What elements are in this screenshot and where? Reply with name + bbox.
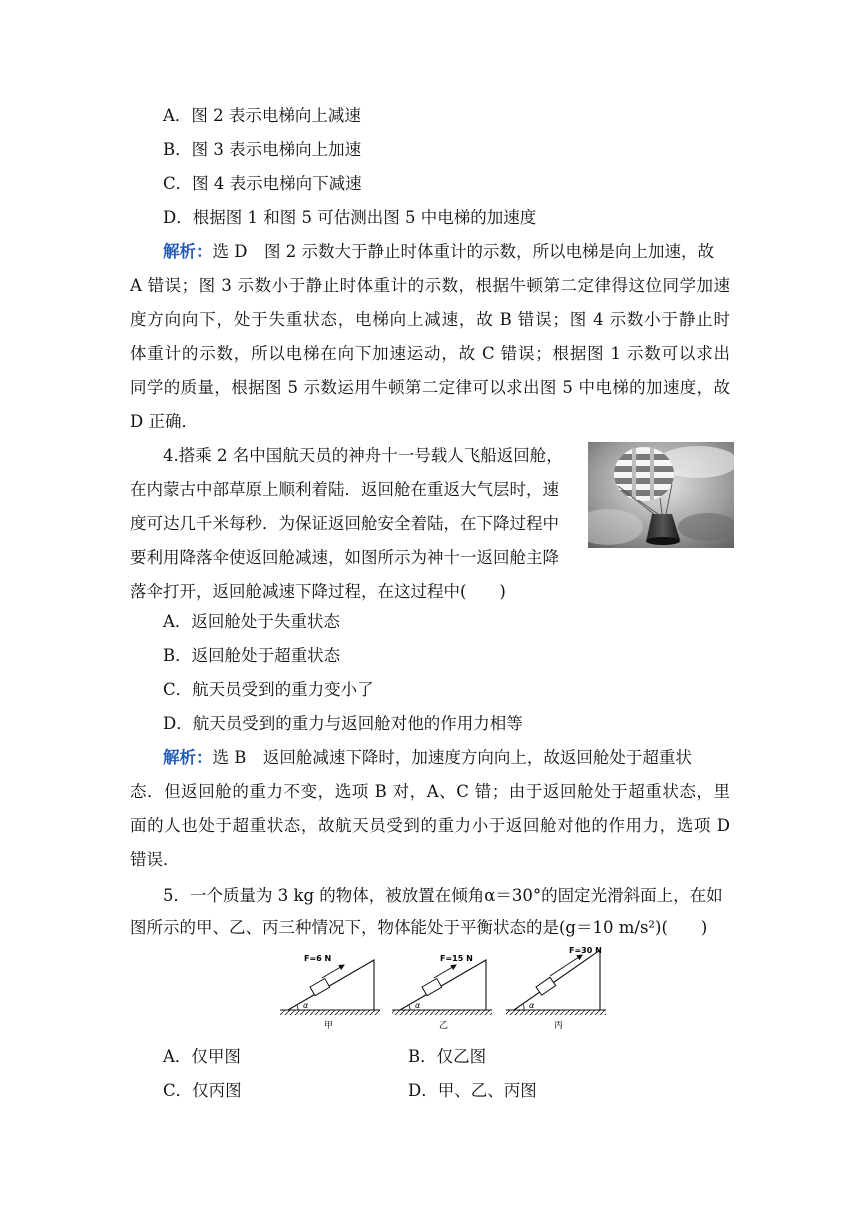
q4-analysis-line-1: 解析：选 B 返回舱减速下降时，加速度方向向上，故返回舱处于超重状 [163,748,692,767]
q4-stem-line-5: 落伞打开，返回舱减速下降过程，在这过程中( ) [130,582,506,601]
q4-analysis-line-3: 面的人也处于超重状态，故航天员受到的重力小于返回舱对他的作用力，选项 D [130,816,730,835]
q4-option-a: A．返回舱处于失重状态 [163,612,340,631]
q4-stem-line-4: 要利用降落伞使返回舱减速，如图所示为神十一返回舱主降 [130,548,559,567]
q5-option-d: D．甲、乙、丙图 [408,1081,537,1100]
q5-option-c: C．仅丙图 [163,1081,242,1100]
figure-yi-angle-label: α [415,1001,421,1010]
q4-analysis-line-4: 错误． [130,850,180,869]
q3-analysis-label: 解析： [163,242,213,261]
figure-yi-force-label: F=15 N [440,954,473,963]
incline-figures [278,942,608,1032]
q3-option-a: A．图 2 表示电梯向上减速 [163,106,361,125]
q4-analysis-label: 解析： [163,748,213,767]
q3-analysis-line-4: 体重计的示数，所以电梯在向下加速运动，故 C 错误；根据图 1 示数可以求出 [130,344,730,363]
return-capsule-photo [588,442,734,548]
figure-jia-force-label: F=6 N [304,954,332,963]
figure-bing-angle-label: α [529,1001,535,1010]
q3-analysis-line-3: 度方向向下，处于失重状态，电梯向上减速，故 B 错误；图 4 示数小于静止时 [130,310,730,329]
q3-option-d: D．根据图 1 和图 5 可估测出图 5 中电梯的加速度 [163,208,537,227]
figure-yi [392,954,492,1031]
figure-bing [506,946,606,1031]
q4-stem-line-3: 度可达几千米每秒．为保证返回舱安全着陆，在下降过程中 [130,514,559,533]
q5-stem-line-1: 5．一个质量为 3 kg 的物体，被放置在倾角α＝30°的固定光滑斜面上，在如 [163,886,723,905]
q4-option-c: C．航天员受到的重力变小了 [163,680,374,699]
q5-option-b: B．仅乙图 [408,1047,487,1066]
q3-option-c: C．图 4 表示电梯向下减速 [163,174,362,193]
figure-bing-caption: 丙 [554,1021,564,1031]
figure-jia-angle-label: α [303,1001,309,1010]
q3-option-b: B．图 3 表示电梯向上加速 [163,140,362,159]
figure-jia-caption: 甲 [324,1021,334,1031]
figure-yi-caption: 乙 [439,1021,449,1031]
q3-analysis-line-2: A 错误；图 3 示数小于静止时体重计的示数，根据牛顿第二定律得这位同学加速 [130,276,730,295]
q4-stem-line-1: 4.搭乘 2 名中国航天员的神舟十一号载人飞船返回舱， [163,446,563,465]
q4-option-d: D．航天员受到的重力与返回舱对他的作用力相等 [163,714,523,733]
q4-stem-line-2: 在内蒙古中部草原上顺利着陆．返回舱在重返大气层时，速 [130,480,559,499]
q4-analysis-line-2: 态．但返回舱的重力不变，选项 B 对，A、C 错；由于返回舱处于超重状态，里 [130,782,730,801]
q4-option-b: B．返回舱处于超重状态 [163,646,341,665]
q3-analysis-line-1: 解析：选 D 图 2 示数大于静止时体重计的示数，所以电梯是向上加速，故 [163,242,714,261]
q5-stem-line-2: 图所示的甲、乙、丙三种情况下，物体能处于平衡状态的是(g＝10 m/s²)( ) [130,918,708,937]
figure-jia [280,954,380,1031]
figure-bing-force-label: F=30 N [569,946,602,955]
q3-analysis-line-5: 同学的质量，根据图 5 示数运用牛顿第二定律可以求出图 5 中电梯的加速度，故 [130,378,730,397]
q3-analysis-line-6: D 正确． [130,412,198,431]
q5-option-a: A．仅甲图 [163,1047,241,1066]
